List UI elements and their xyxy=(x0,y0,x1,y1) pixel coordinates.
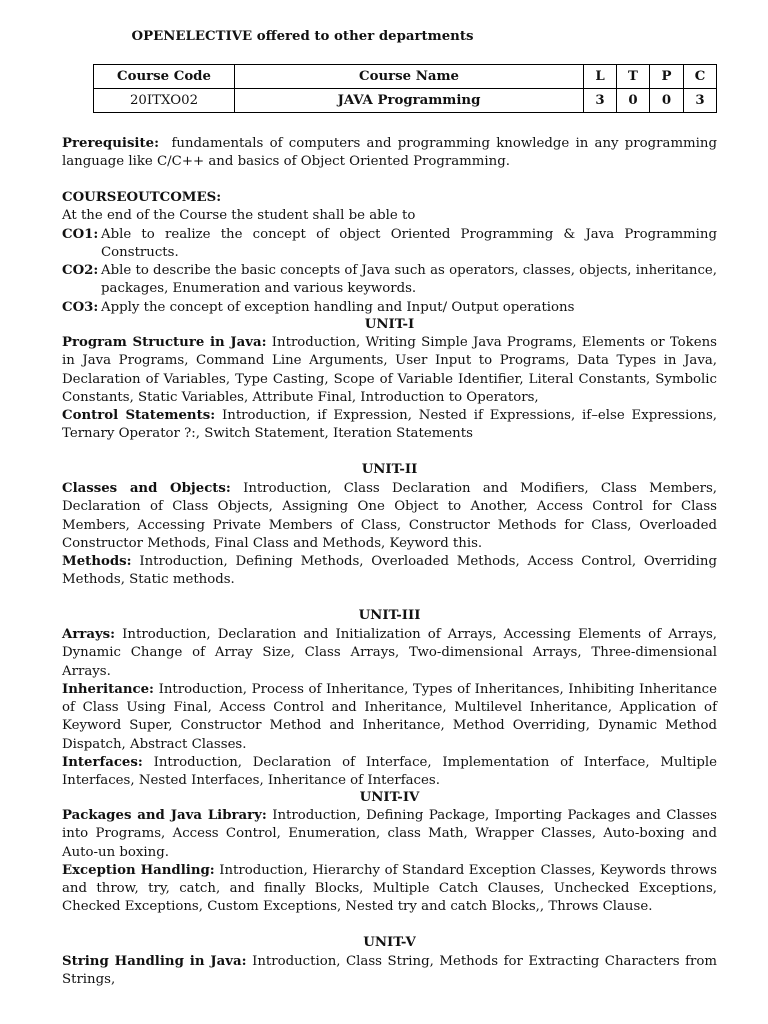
topic-text: Introduction, Process of Inheritance, Types of Inheritances, Inhibiting Inheritance of Class Using Final, Access Control and Inheritance, Multilevel Inheritance, Application of Keyword Super, Constructor Method and Inheritance, Method Overriding, Dynamic Method Dispatch, Abstract Classes. xyxy=(62,681,717,752)
course-code: 20ITXO02 xyxy=(94,89,235,113)
unit-body xyxy=(62,334,717,444)
header-t: T xyxy=(617,65,650,89)
header-l: L xyxy=(584,65,617,89)
course-name: JAVA Programming xyxy=(235,89,584,113)
topic-label: Control Statements: xyxy=(62,408,216,424)
outcome-label: CO2: xyxy=(62,263,99,279)
topic-text: Introduction, Class Declaration and Modifiers, Class Members, Declaration of Class Objects, Assigning One Object to Another, Access Control for Class Members, Accessing Private Members of Class, Constructor Methods for Class, Overloaded Constructor Methods, Final Class and Methods, Keyword this. xyxy=(62,481,717,551)
unit-body xyxy=(62,480,717,590)
unit-title: UNIT-III xyxy=(358,608,421,623)
unit-body xyxy=(62,626,717,791)
unit-body xyxy=(62,953,717,990)
outcome-item xyxy=(62,299,717,317)
topic-text: Introduction, Defining Methods, Overloaded Methods, Access Control, Overriding Methods, Static methods. xyxy=(62,554,717,588)
course-outcomes xyxy=(62,189,717,317)
topic-text: Introduction, Declaration and Initialization of Arrays, Accessing Elements of Arrays, Dynamic Change of Array Size, Class Arrays, Two-dimensional Arrays, Three-dimensional Arrays. xyxy=(62,627,718,679)
outcomes-heading: COURSEOUTCOMES: xyxy=(62,190,222,205)
header-course-code: Course Code xyxy=(94,65,235,89)
topic-label: String Handling in Java: xyxy=(62,954,247,969)
prerequisite-text: fundamentals of computers and programming knowledge in any programming language like C/C++ and basics of Object Oriented Programming. xyxy=(62,136,717,170)
course-table xyxy=(93,64,717,113)
topic-label: Inheritance: xyxy=(62,681,154,697)
outcome-label: CO3: xyxy=(62,299,99,315)
unit-title: UNIT-V xyxy=(363,935,416,950)
prerequisite-label: Prerequisite: xyxy=(62,136,159,151)
header-course-name: Course Name xyxy=(235,65,584,89)
topic-label: Interfaces: xyxy=(62,755,143,771)
topic-text: Introduction, Declaration of Interface, Implementation of Interface, Multiple Interfaces, Nested Interfaces, Inheritance of Interfaces. xyxy=(62,755,718,789)
outcome-text: Able to describe the basic concepts of Java such as operators, classes, objects, inheritance, packages, Enumeration and various keywords. xyxy=(101,263,717,297)
topic-text: Introduction, Class String, Methods for Extracting Characters from Strings, xyxy=(62,954,717,988)
unit-body xyxy=(62,807,717,917)
unit-title: UNIT-IV xyxy=(359,790,420,805)
topic-label: Packages and Java Library: xyxy=(62,808,267,823)
topic-label: Arrays: xyxy=(62,627,116,642)
outcome-item xyxy=(62,226,717,263)
outcome-text: Apply the concept of exception handling and Input/ Output operations xyxy=(101,299,575,315)
outcome-label: CO1: xyxy=(62,226,99,242)
prerequisite xyxy=(62,135,717,172)
value-c: 3 xyxy=(684,89,717,113)
value-t: 0 xyxy=(617,89,650,113)
topic-label: Exception Handling: xyxy=(62,862,215,878)
topic-label: Methods: xyxy=(62,554,132,570)
topic-label: Program Structure in Java: xyxy=(62,335,267,350)
outcomes-intro: At the end of the Course the student shall be able to xyxy=(62,208,416,224)
unit-title: UNIT-I xyxy=(364,317,415,332)
page-title: OPENELECTIVE offered to other departments xyxy=(131,29,474,44)
header-p: P xyxy=(650,65,684,89)
topic-text: Introduction, Defining Package, Importing Packages and Classes into Programs, Access Control, Enumeration, class Math, Wrapper Classes, Auto-boxing and Auto-un boxing. xyxy=(62,808,717,860)
topic-text: Introduction, Writing Simple Java Programs, Elements or Tokens in Java Programs, Command Line Arguments, User Input to Programs, Data Types in Java, Declaration of Variables, Type Casting, Scope of Variable Identifier, Literal Constants, Symbolic Constants, Static Variables, Attribute Final, Introduction to Operators, xyxy=(62,335,717,405)
topic-text: Introduction, if Expression, Nested if Expressions, if–else Expressions, Ternary Operator ?:, Switch Statement, Iteration Statements xyxy=(62,408,717,442)
value-p: 0 xyxy=(650,89,684,113)
topic-label: Classes and Objects: xyxy=(62,481,231,496)
unit-title: UNIT-II xyxy=(361,462,418,477)
topic-text: Introduction, Hierarchy of Standard Exception Classes, Keywords throws and throw, try, catch, and finally Blocks, Multiple Catch Clauses, Unchecked Exceptions, Checked Exceptions, Custom Exceptions, Nested try and catch Blocks,, Throws Clause. xyxy=(62,862,717,915)
header-c: C xyxy=(684,65,717,89)
value-l: 3 xyxy=(584,89,617,113)
outcome-item xyxy=(62,262,717,299)
outcome-text: Able to realize the concept of object Oriented Programming & Java Programming Constructs. xyxy=(101,226,717,260)
